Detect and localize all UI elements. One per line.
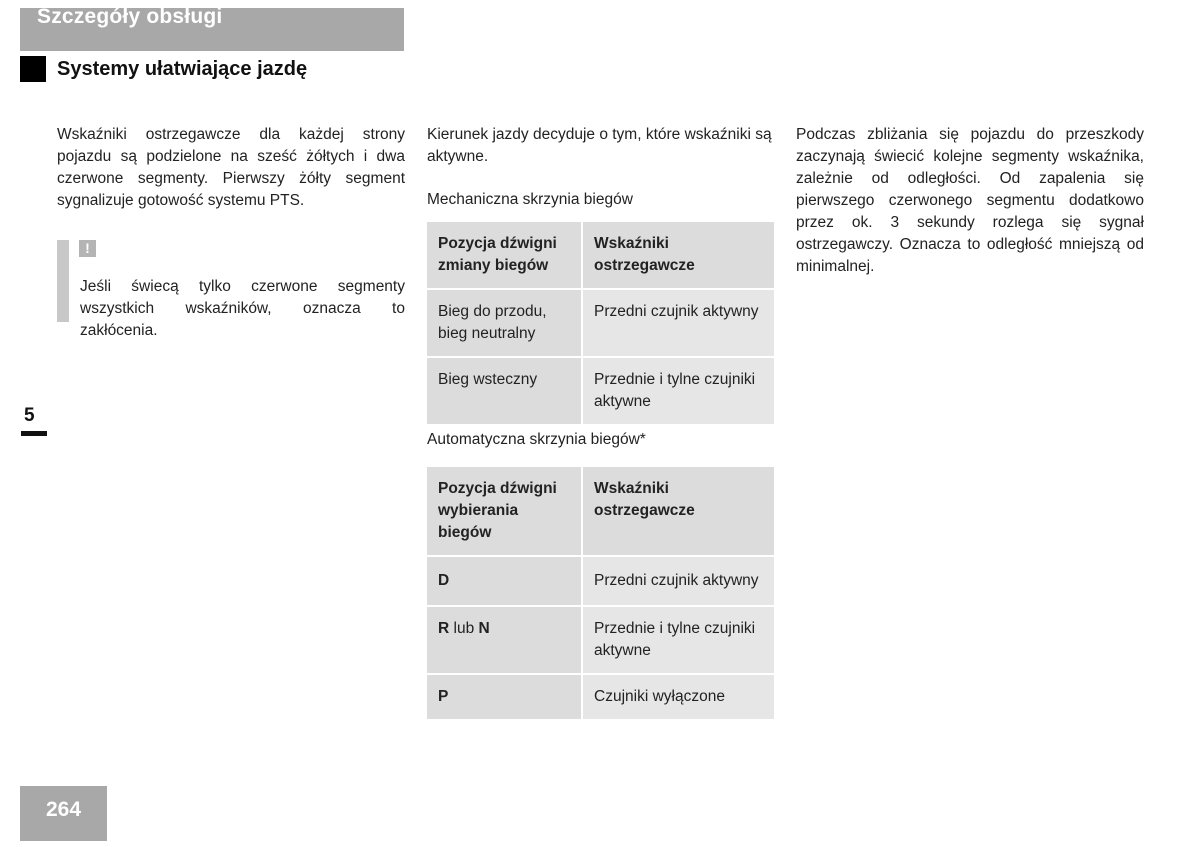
table-cell [427,556,582,606]
table-row [427,289,774,357]
gear-position: N [478,620,490,637]
table-cell [427,606,582,674]
chapter-title: Szczegóły obsługi [37,5,223,28]
table-header-cell: Wskaźniki ostrzegawcze [582,222,774,289]
exclamation-icon: ! [79,240,96,257]
column-middle [427,124,774,168]
manual-gearbox-heading: Mechaniczna skrzynia biegów [427,191,633,208]
automatic-gearbox-table [427,467,774,721]
gear-separator: lub [449,620,479,637]
automatic-gearbox-heading: Automatyczna skrzynia biegów* [427,431,646,448]
warning-note [57,240,405,339]
manual-gearbox-table [427,222,774,426]
column-left [57,124,405,212]
page-number: 264 [45,798,82,821]
direction-paragraph: Kierunek jazdy decyduje o tym, które wskaźniki są aktywne. [427,126,772,165]
table-cell: Przednie i tylne czujniki aktywne [582,606,774,674]
distance-paragraph: Podczas zbliżania się pojazdu do przeszkody zaczynają świecić kolejne segmenty wskaźnika, zależnie od odległości. Od zapalenia się pierwszego czerwonego segmentu dodatkowo przez ok. 3 sekundy rozlega się sygnał ostrzegawczy. Oznacza to odległość mniejszą od minimalnej. [796,126,1144,275]
table-header-cell: Pozycja dźwigni wybierania biegów [427,467,582,556]
table-cell: Bieg wsteczny [427,357,582,425]
table-row [427,357,774,425]
page-number-box [20,786,107,841]
section-title: Systemy ułatwiające jazdę [57,58,308,80]
table-cell: Przednie i tylne czujniki aktywne [582,357,774,425]
table-header-row [427,222,774,289]
table-cell: Przedni czujnik aktywny [582,556,774,606]
chapter-tab-underline [21,431,47,436]
table-cell: Czujniki wyłączone [582,674,774,720]
intro-paragraph: Wskaźniki ostrzegawcze dla każdej strony pojazdu są podzielone na sześć żółtych i dwa czerwone segmenty. Pierwszy żółty segment sygnalizuje gotowość systemu PTS. [57,126,405,209]
table-header-cell: Wskaźniki ostrzegawcze [582,467,774,556]
table-row [427,606,774,674]
gear-position: D [438,572,450,589]
gear-position: P [438,688,449,705]
gear-position: R [438,620,450,637]
chapter-tab [21,402,47,436]
table-header-cell: Pozycja dźwigni zmiany biegów [427,222,582,289]
table-cell: Bieg do przodu, bieg neutralny [427,289,582,357]
chapter-tab-number: 5 [24,405,35,426]
table-cell [427,674,582,720]
column-right [796,124,1144,278]
table-header-row [427,467,774,556]
table-cell: Przedni czujnik aktywny [582,289,774,357]
table-row [427,674,774,720]
table-row [427,556,774,606]
note-text: Jeśli świecą tylko czerwone segmenty wszystkich wskaźników, oznacza to zakłócenia. [80,278,405,339]
note-bar [57,240,69,322]
section-marker [20,56,46,82]
